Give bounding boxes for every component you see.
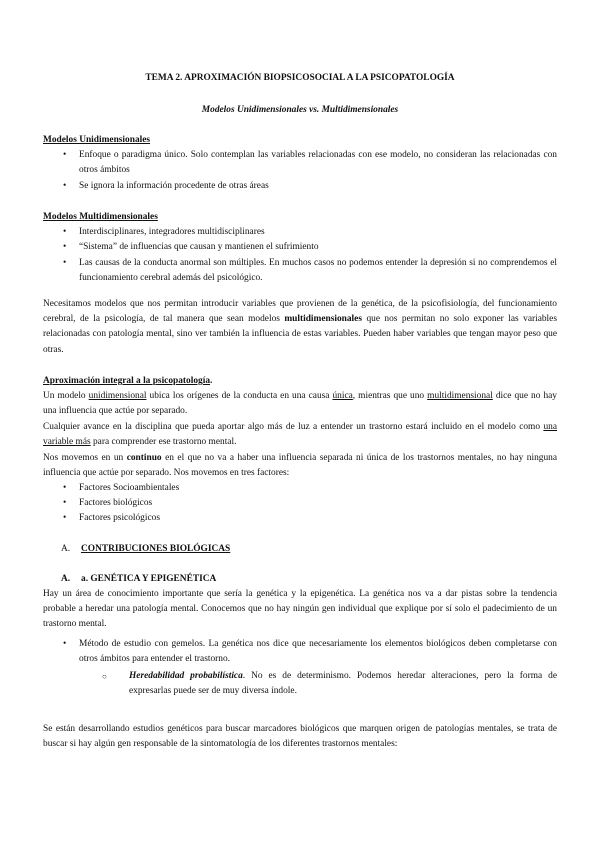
subsection-a-title: a. GENÉTICA Y EPIGENÉTICA [81,574,217,584]
paragraph-integral-2: Cualquier avance en la disciplina que pueda aportar algo más de luz a entender un trastorno estará incluido en el modelo como una variable más para comprender ese trastorno mental. [43,422,557,448]
paragraph-estudios: Se están desarrollando estudios genéticos para buscar marcadores biológicos que marquen origen de patologías mentales, se trata de buscar si hay algún gen responsable de la sintomatología de los diferentes trastornos mentales: [43,724,557,750]
document-subtitle: Modelos Unidimensionales vs. Multidimensionales [201,105,399,115]
section-a-letter: A. [61,544,71,554]
bullet-icon: • [63,498,67,508]
bullet-icon: • [63,242,67,252]
bullet-icon: • [63,483,67,493]
multidim-heading: Modelos Multidimensionales [43,212,158,222]
list-item-text: Interdisciplinares, integradores multidisciplinares [79,227,265,237]
circle-bullet-icon: ○ [102,672,107,681]
section-a-title: CONTRIBUCIONES BIOLÓGICAS [81,544,231,554]
list-item-text: Factores psicológicos [79,513,160,523]
list-item-text: Método de estudio con gemelos. La genética nos dice que necesariamente los elementos biológicos deben completarse con otros ámbitos para entender el trastorno. [79,639,557,665]
paragraph-integral-3: Nos movemos en un continuo en el que no va a haber una influencia separada ni única de los trastornos mentales, no hay ninguna influencia que actúe por separado. Nos movemos en tres factores: [43,453,557,479]
list-item-text: Enfoque o paradigma único. Solo contemplan las variables relacionadas con ese modelo, no consideran las relacionadas con otros ámbitos [79,150,557,176]
list-item-text: Las causas de la conducta anormal son múltiples. En muchos casos no podemos entender la depresión si no comprendemos el funcionamiento cerebral además del psicológico. [79,258,557,284]
bullet-icon: • [63,513,67,523]
list-item-text: “Sistema” de influencias que causan y mantienen el sufrimiento [79,242,319,252]
paragraph-modelos: Necesitamos modelos que nos permitan introducir variables que provienen de la genética, de la psicofisiología, del funcionamiento cerebral, de la psicología, de tal manera que sean modelos multidimensionales que nos permitan no solo exponer las variables relacionadas con patología mental, sino ver también la influencia de estas variables. Pueden haber variables que tengan mayor peso que otras. [43,299,557,355]
bullet-icon: • [63,639,67,649]
list-item-text: Se ignora la información procedente de otras áreas [79,181,269,191]
bullet-icon: • [63,227,67,237]
list-item-text: Factores biológicos [79,498,153,508]
document-title: TEMA 2. APROXIMACIÓN BIOPSICOSOCIAL A LA PSICOPATOLOGÍA [145,73,455,83]
unidim-heading: Modelos Unidimensionales [43,135,151,145]
bullet-icon: • [63,181,67,191]
paragraph-integral-1: Un modelo unidimensional ubica los orígenes de la conducta en una causa única, mientras que uno multidimensional dice que no hay una influencia que actúe por separado. [43,391,557,417]
paragraph-genetica: Hay un área de conocimiento importante que sería la genética y la epigenética. La genética nos va a dar pistas sobre la tendencia probable a heredar una patología mental. Conocemos que no hay ningún gen individual que explique por sí solo el padecimiento de un trastorno mental. [43,589,557,630]
subsection-a-letter: A. [61,574,71,584]
list-item-text: Factores Socioambientales [79,483,180,493]
bullet-icon: • [63,258,67,268]
sub-list-item-text: Heredabilidad probabilística. No es de determinismo. Podemos heredar alteraciones, pero la forma de expresarlas puede ser de muy diversa índole. [129,671,557,697]
bold-term: multidimensionales [284,314,362,325]
bullet-icon: • [63,150,67,160]
integral-heading: Aproximación integral a la psicopatología. [43,376,213,386]
